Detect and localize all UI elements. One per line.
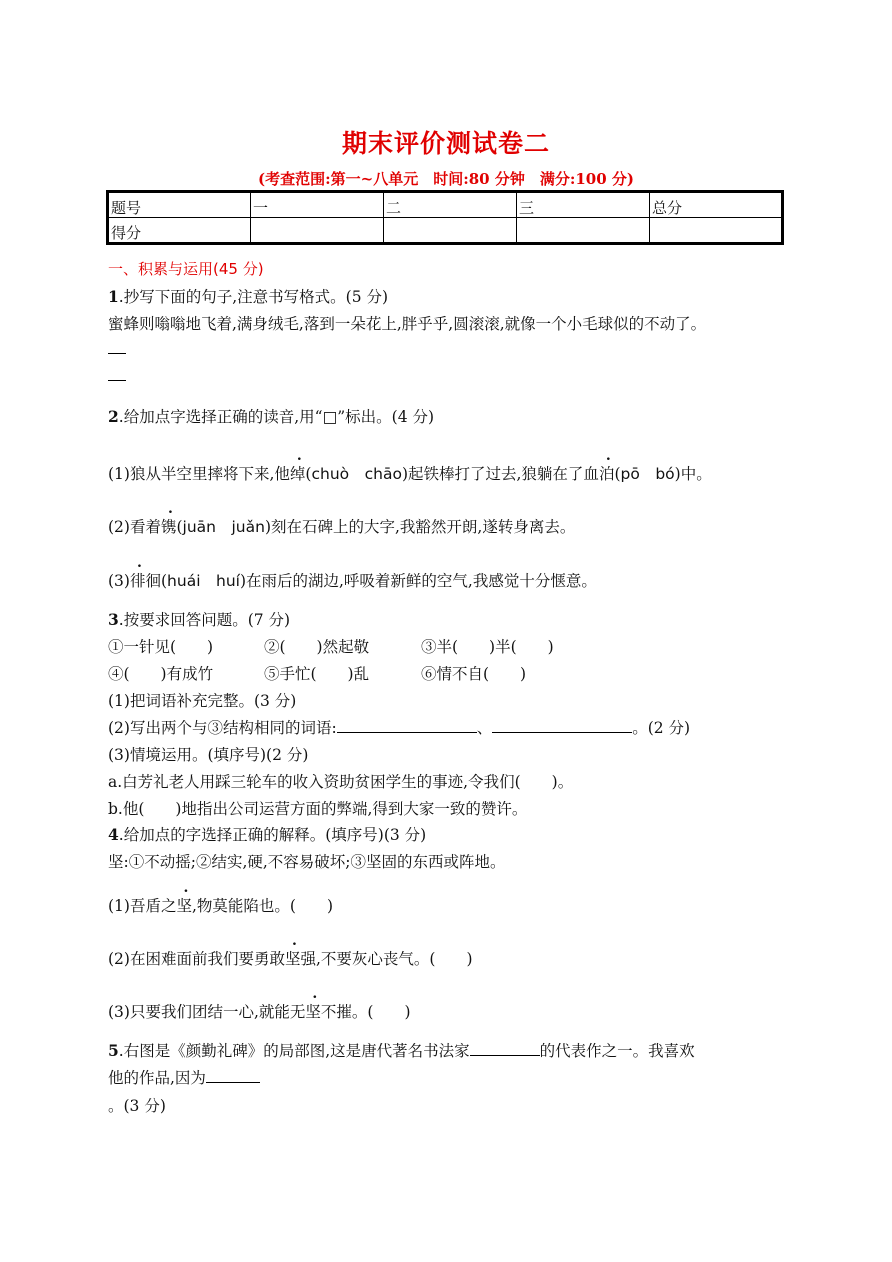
- text-run: (1)狼从半空里摔将下来,他: [108, 465, 290, 483]
- score-table-score-row: [108, 218, 783, 244]
- q2-item-3: [108, 569, 597, 591]
- score-cell: 得分: [108, 218, 251, 244]
- text-run: 的代表作之一。我喜欢: [539, 1042, 695, 1060]
- section-heading: 一、积累与运用(45 分): [108, 260, 264, 278]
- dotted-char: 坚: [176, 897, 192, 915]
- question-text: .右图是《颜勤礼碑》的局部图,这是唐代著名书法家: [118, 1042, 470, 1060]
- text-run: )起铁棒打了过去,狼躺在了血: [401, 465, 599, 483]
- dotted-char: 绰: [289, 465, 306, 483]
- question-5: [108, 1039, 695, 1061]
- text-run: 、: [476, 719, 493, 737]
- q3-idioms-row-2: [108, 662, 526, 684]
- text-run: (2)在困难面前我们要勇敢: [108, 950, 285, 968]
- score-cell: 题号: [108, 192, 251, 218]
- answer-blank[interactable]: [470, 1041, 540, 1056]
- question-3: [108, 608, 290, 630]
- q4-definitions: 坚:①不动摇;②结实,硬,不容易破坏;③坚固的东西或阵地。: [108, 853, 506, 871]
- question-number: 2: [108, 407, 119, 426]
- answer-line[interactable]: [108, 380, 126, 381]
- q2-item-1: [108, 462, 712, 484]
- q2-item-2: [108, 515, 575, 537]
- q4-item-1: [108, 894, 333, 916]
- answer-blank[interactable]: [337, 718, 477, 733]
- idiom-blank[interactable]: ④( )有成竹: [108, 665, 214, 683]
- idiom-blank[interactable]: ③半( )半( ): [421, 638, 554, 656]
- idiom-blank[interactable]: ②( )然起敬: [264, 638, 370, 656]
- answer-blank[interactable]: [492, 718, 632, 733]
- question-text: .给加点字选择正确的读音,用“□”标出。(4 分): [118, 408, 435, 426]
- answer-blank[interactable]: [206, 1068, 260, 1083]
- text-run: )在雨后的湖边,呼吸着新鲜的空气,我感觉十分惬意。: [239, 572, 597, 590]
- q3-item-b: b.他( )地指出公司运营方面的弊端,得到大家一致的赞许。: [108, 800, 528, 818]
- question-number: 4: [108, 825, 119, 844]
- score-input-cell[interactable]: [650, 218, 783, 244]
- exam-subtitle: (考查范围:第一~八单元 时间:80 分钟 满分:100 分): [257, 170, 634, 188]
- q3-idioms-row-1: [108, 635, 554, 657]
- score-table: [106, 190, 784, 245]
- score-input-cell[interactable]: [384, 218, 517, 244]
- idiom-blank[interactable]: ①一针见( ): [108, 638, 214, 656]
- text-run[interactable]: 强,不要灰心丧气。( ): [300, 950, 473, 968]
- question-2: [108, 405, 434, 427]
- score-table-header-row: [108, 192, 783, 218]
- text-run: )刻在石碑上的大字,我豁然开朗,遂转身离去。: [264, 518, 576, 536]
- text-run[interactable]: 不摧。( ): [320, 1003, 411, 1021]
- pinyin-options[interactable]: huái huí: [167, 572, 240, 590]
- text-run: 。(2 分): [632, 719, 691, 737]
- score-input-cell[interactable]: [251, 218, 384, 244]
- text-run: (: [176, 518, 183, 536]
- q5-line-3: 。(3 分): [108, 1097, 166, 1115]
- score-input-cell[interactable]: [517, 218, 650, 244]
- question-number: 5: [108, 1041, 119, 1060]
- score-cell: 总分: [650, 192, 783, 218]
- pinyin-options[interactable]: chuò chāo: [311, 465, 402, 483]
- idiom-blank[interactable]: ⑥情不自( ): [421, 665, 527, 683]
- text-run: 他的作品,因为: [108, 1069, 206, 1087]
- question-number: 1: [108, 287, 119, 306]
- text-run: (: [305, 465, 312, 483]
- dotted-char: 坚: [305, 1003, 321, 1021]
- page-title: 期末评价测试卷二: [341, 129, 550, 158]
- pinyin-options[interactable]: juān juǎn: [182, 518, 265, 536]
- idiom-blank[interactable]: ⑤手忙( )乱: [264, 665, 370, 683]
- question-1: [108, 285, 388, 307]
- q3-item-a: a.白芳礼老人用踩三轮车的收入资助贫困学生的事迹,令我们( )。: [108, 773, 574, 791]
- dotted-char: 镌: [160, 518, 177, 536]
- text-run: (: [614, 465, 621, 483]
- score-cell: 二: [384, 192, 517, 218]
- text-run: (3)只要我们团结一心,就能无: [108, 1003, 306, 1021]
- question-number: 3: [108, 610, 119, 629]
- q3-sub-1: (1)把词语补充完整。(3 分): [108, 692, 297, 710]
- dotted-char: 坚: [284, 950, 301, 968]
- pinyin-options[interactable]: pō bó: [620, 465, 675, 483]
- text-run: (1)吾盾之: [108, 897, 177, 915]
- q3-sub-2: [108, 716, 690, 738]
- dotted-char: 徘: [129, 572, 146, 590]
- question-text: .抄写下面的句子,注意书写格式。(5 分): [118, 288, 389, 306]
- q1-sentence: 蜜蜂则嗡嗡地飞着,满身绒毛,落到一朵花上,胖乎乎,圆滚滚,就像一个小毛球似的不动了。: [108, 315, 707, 333]
- text-run: (3): [108, 572, 130, 590]
- text-run: (2)写出两个与③结构相同的词语:: [108, 719, 337, 737]
- text-run[interactable]: ,物莫能陷也。( ): [191, 897, 334, 915]
- question-text: .按要求回答问题。(7 分): [118, 611, 291, 629]
- text-run: )中。: [674, 465, 712, 483]
- question-text: .给加点的字选择正确的解释。(填序号)(3 分): [118, 826, 427, 844]
- q4-item-3: [108, 1000, 411, 1022]
- q5-line-2: [108, 1066, 260, 1088]
- text-run: (2)看着: [108, 518, 161, 536]
- text-run: 徊(: [145, 572, 168, 590]
- question-4: [108, 823, 426, 845]
- score-cell: 一: [251, 192, 384, 218]
- dotted-char: 泊: [598, 465, 615, 483]
- answer-line[interactable]: [108, 353, 126, 354]
- score-cell: 三: [517, 192, 650, 218]
- q4-item-2: [108, 947, 473, 969]
- q3-sub-3: (3)情境运用。(填序号)(2 分): [108, 746, 309, 764]
